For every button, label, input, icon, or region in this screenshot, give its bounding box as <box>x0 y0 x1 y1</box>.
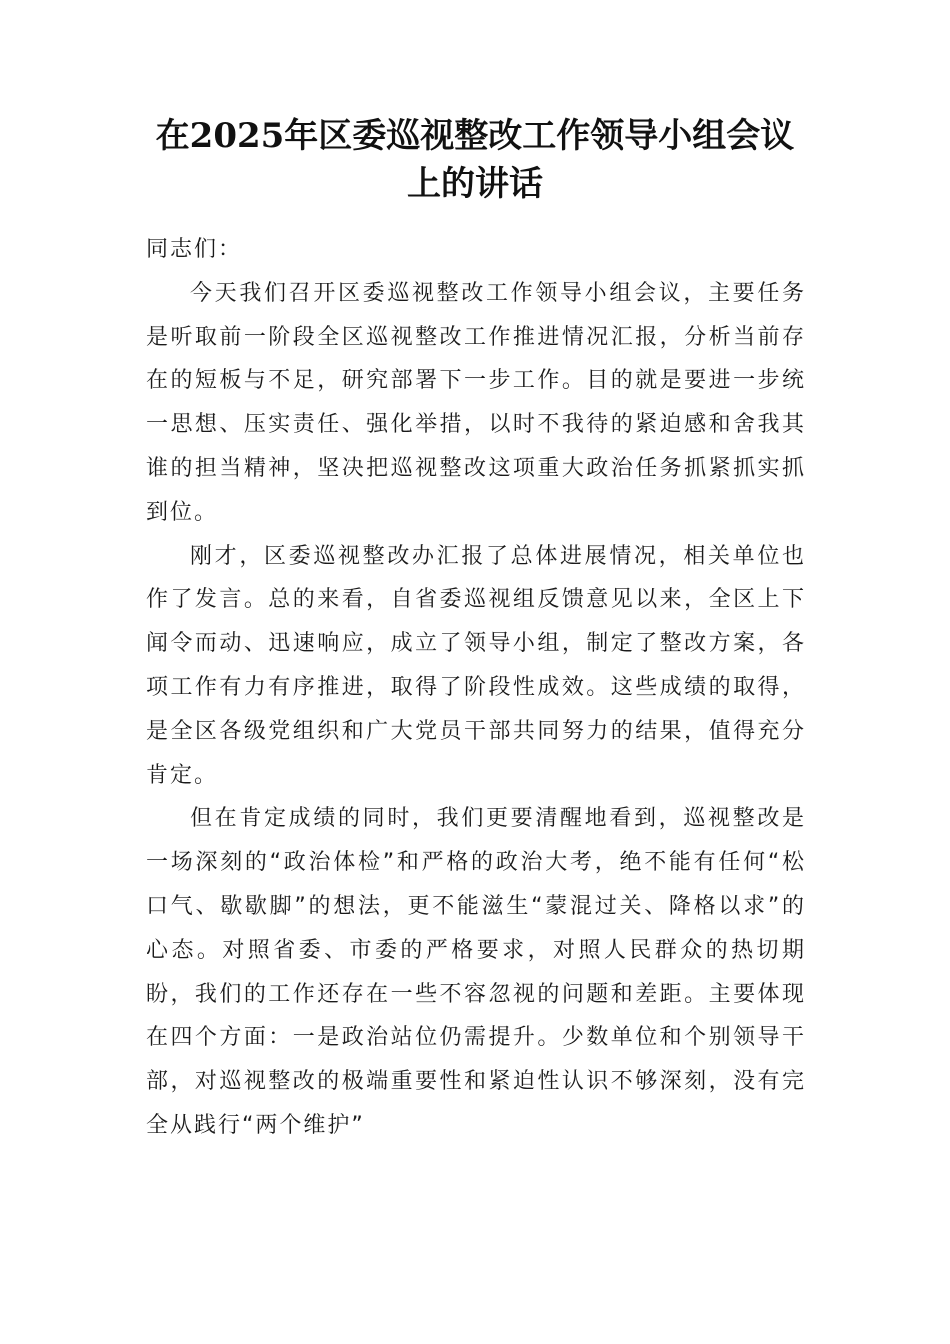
paragraph: 但在肯定成绩的同时，我们更要清醒地看到，巡视整改是一场深刻的“政治体检”和严格的政治大考，绝不能有任何“松口气、歇歇脚”的想法，更不能滋生“蒙混过关、降格以求”的心态。对照省委、市委的严格要求，对照人民群众的热切期盼，我们的工作还存在一些不容忽视的问题和差距。主要体现在四个方面：一是政治站位仍需提升。少数单位和个别领导干部，对巡视整改的极端重要性和紧迫性认识不够深刻，没有完全从践行“两个维护” <box>146 806 806 1138</box>
document-body <box>146 228 806 1148</box>
document-title: 在2025年区委巡视整改工作领导小组会议上的讲话 <box>155 116 795 204</box>
paragraph: 今天我们召开区委巡视整改工作领导小组会议，主要任务是听取前一阶段全区巡视整改工作推进情况汇报，分析当前存在的短板与不足，研究部署下一步工作。目的就是要进一步统一思想、压实责任、强化举措，以时不我待的紧迫感和舍我其谁的担当精神，坚决把巡视整改这项重大政治任务抓紧抓实抓到位。 <box>146 280 806 525</box>
paragraph: 刚才，区委巡视整改办汇报了总体进展情况，相关单位也作了发言。总的来看，自省委巡视组反馈意见以来，全区上下闻令而动、迅速响应，成立了领导小组，制定了整改方案，各项工作有力有序推进，取得了阶段性成效。这些成绩的取得，是全区各级党组织和广大党员干部共同努力的结果，值得充分肯定。 <box>146 543 806 788</box>
greeting: 同志们： <box>146 237 243 262</box>
